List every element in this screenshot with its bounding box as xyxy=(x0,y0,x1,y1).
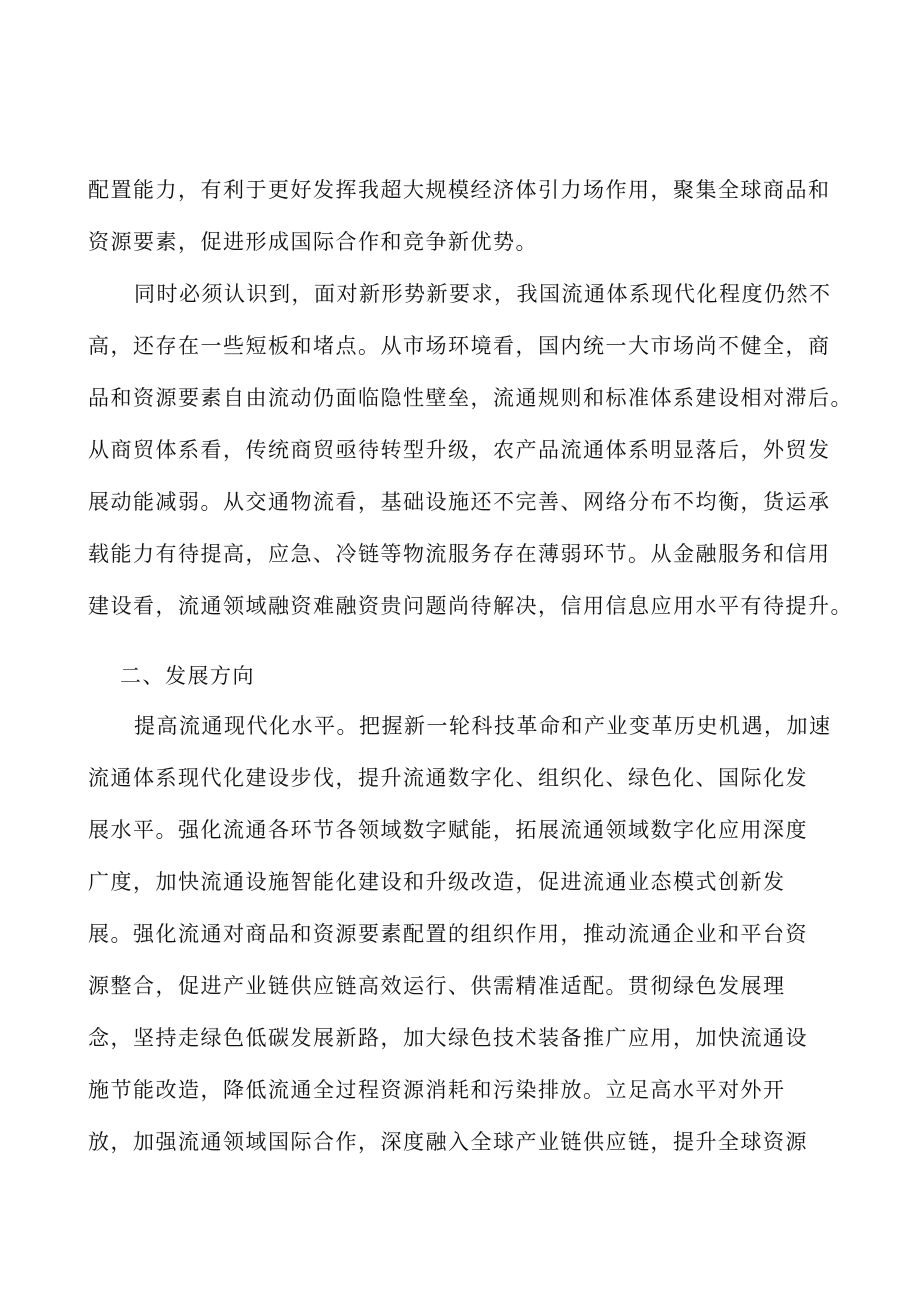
paragraph-line: 载能力有待提高，应急、冷链等物流服务存在薄弱环节。从金融服务和信用 xyxy=(88,542,831,566)
paragraph-line: 建设看，流通领域融资难融资贵问题尚待解决，信用信息应用水平有待提升。 xyxy=(88,594,853,618)
paragraph-line: 念，坚持走绿色低碳发展新路，加大绿色技术装备推广应用，加快流通设 xyxy=(88,1026,808,1050)
paragraph-line: 流通体系现代化建设步伐，提升流通数字化、组织化、绿色化、国际化发 xyxy=(88,766,808,790)
paragraph-line: 高，还存在一些短板和堵点。从市场环境看，国内统一大市场尚不健全，商 xyxy=(88,334,831,358)
paragraph-line: 同时必须认识到，面对新形势新要求，我国流通体系现代化程度仍然不 xyxy=(134,282,832,306)
paragraph-line: 从商贸体系看，传统商贸亟待转型升级，农产品流通体系明显落后，外贸发 xyxy=(88,438,831,462)
paragraph-line: 源整合，促进产业链供应链高效运行、供需精准适配。贯彻绿色发展理 xyxy=(88,974,786,998)
paragraph-line: 广度，加快流通设施智能化建设和升级改造，促进流通业态模式创新发 xyxy=(88,870,786,894)
paragraph-line: 资源要素，促进形成国际合作和竞争新优势。 xyxy=(88,230,538,254)
paragraph-line: 配置能力，有利于更好发挥我超大规模经济体引力场作用，聚集全球商品和 xyxy=(88,178,831,202)
paragraph-line: 展水平。强化流通各环节各领域数字赋能，拓展流通领域数字化应用深度 xyxy=(88,818,808,842)
paragraph-line: 施节能改造，降低流通全过程资源消耗和污染排放。立足高水平对外开 xyxy=(88,1078,786,1102)
paragraph-line: 品和资源要素自由流动仍面临隐性壁垒，流通规则和标准体系建设相对滞后。 xyxy=(88,386,853,410)
paragraph-line: 展动能减弱。从交通物流看，基础设施还不完善、网络分布不均衡，货运承 xyxy=(88,490,831,514)
paragraph-line: 放，加强流通领域国际合作，深度融入全球产业链供应链，提升全球资源 xyxy=(88,1130,808,1154)
section-heading: 二、发展方向 xyxy=(120,664,255,688)
paragraph-line: 展。强化流通对商品和资源要素配置的组织作用，推动流通企业和平台资 xyxy=(88,922,808,946)
paragraph-line: 提高流通现代化水平。把握新一轮科技革命和产业变革历史机遇，加速 xyxy=(134,714,832,738)
